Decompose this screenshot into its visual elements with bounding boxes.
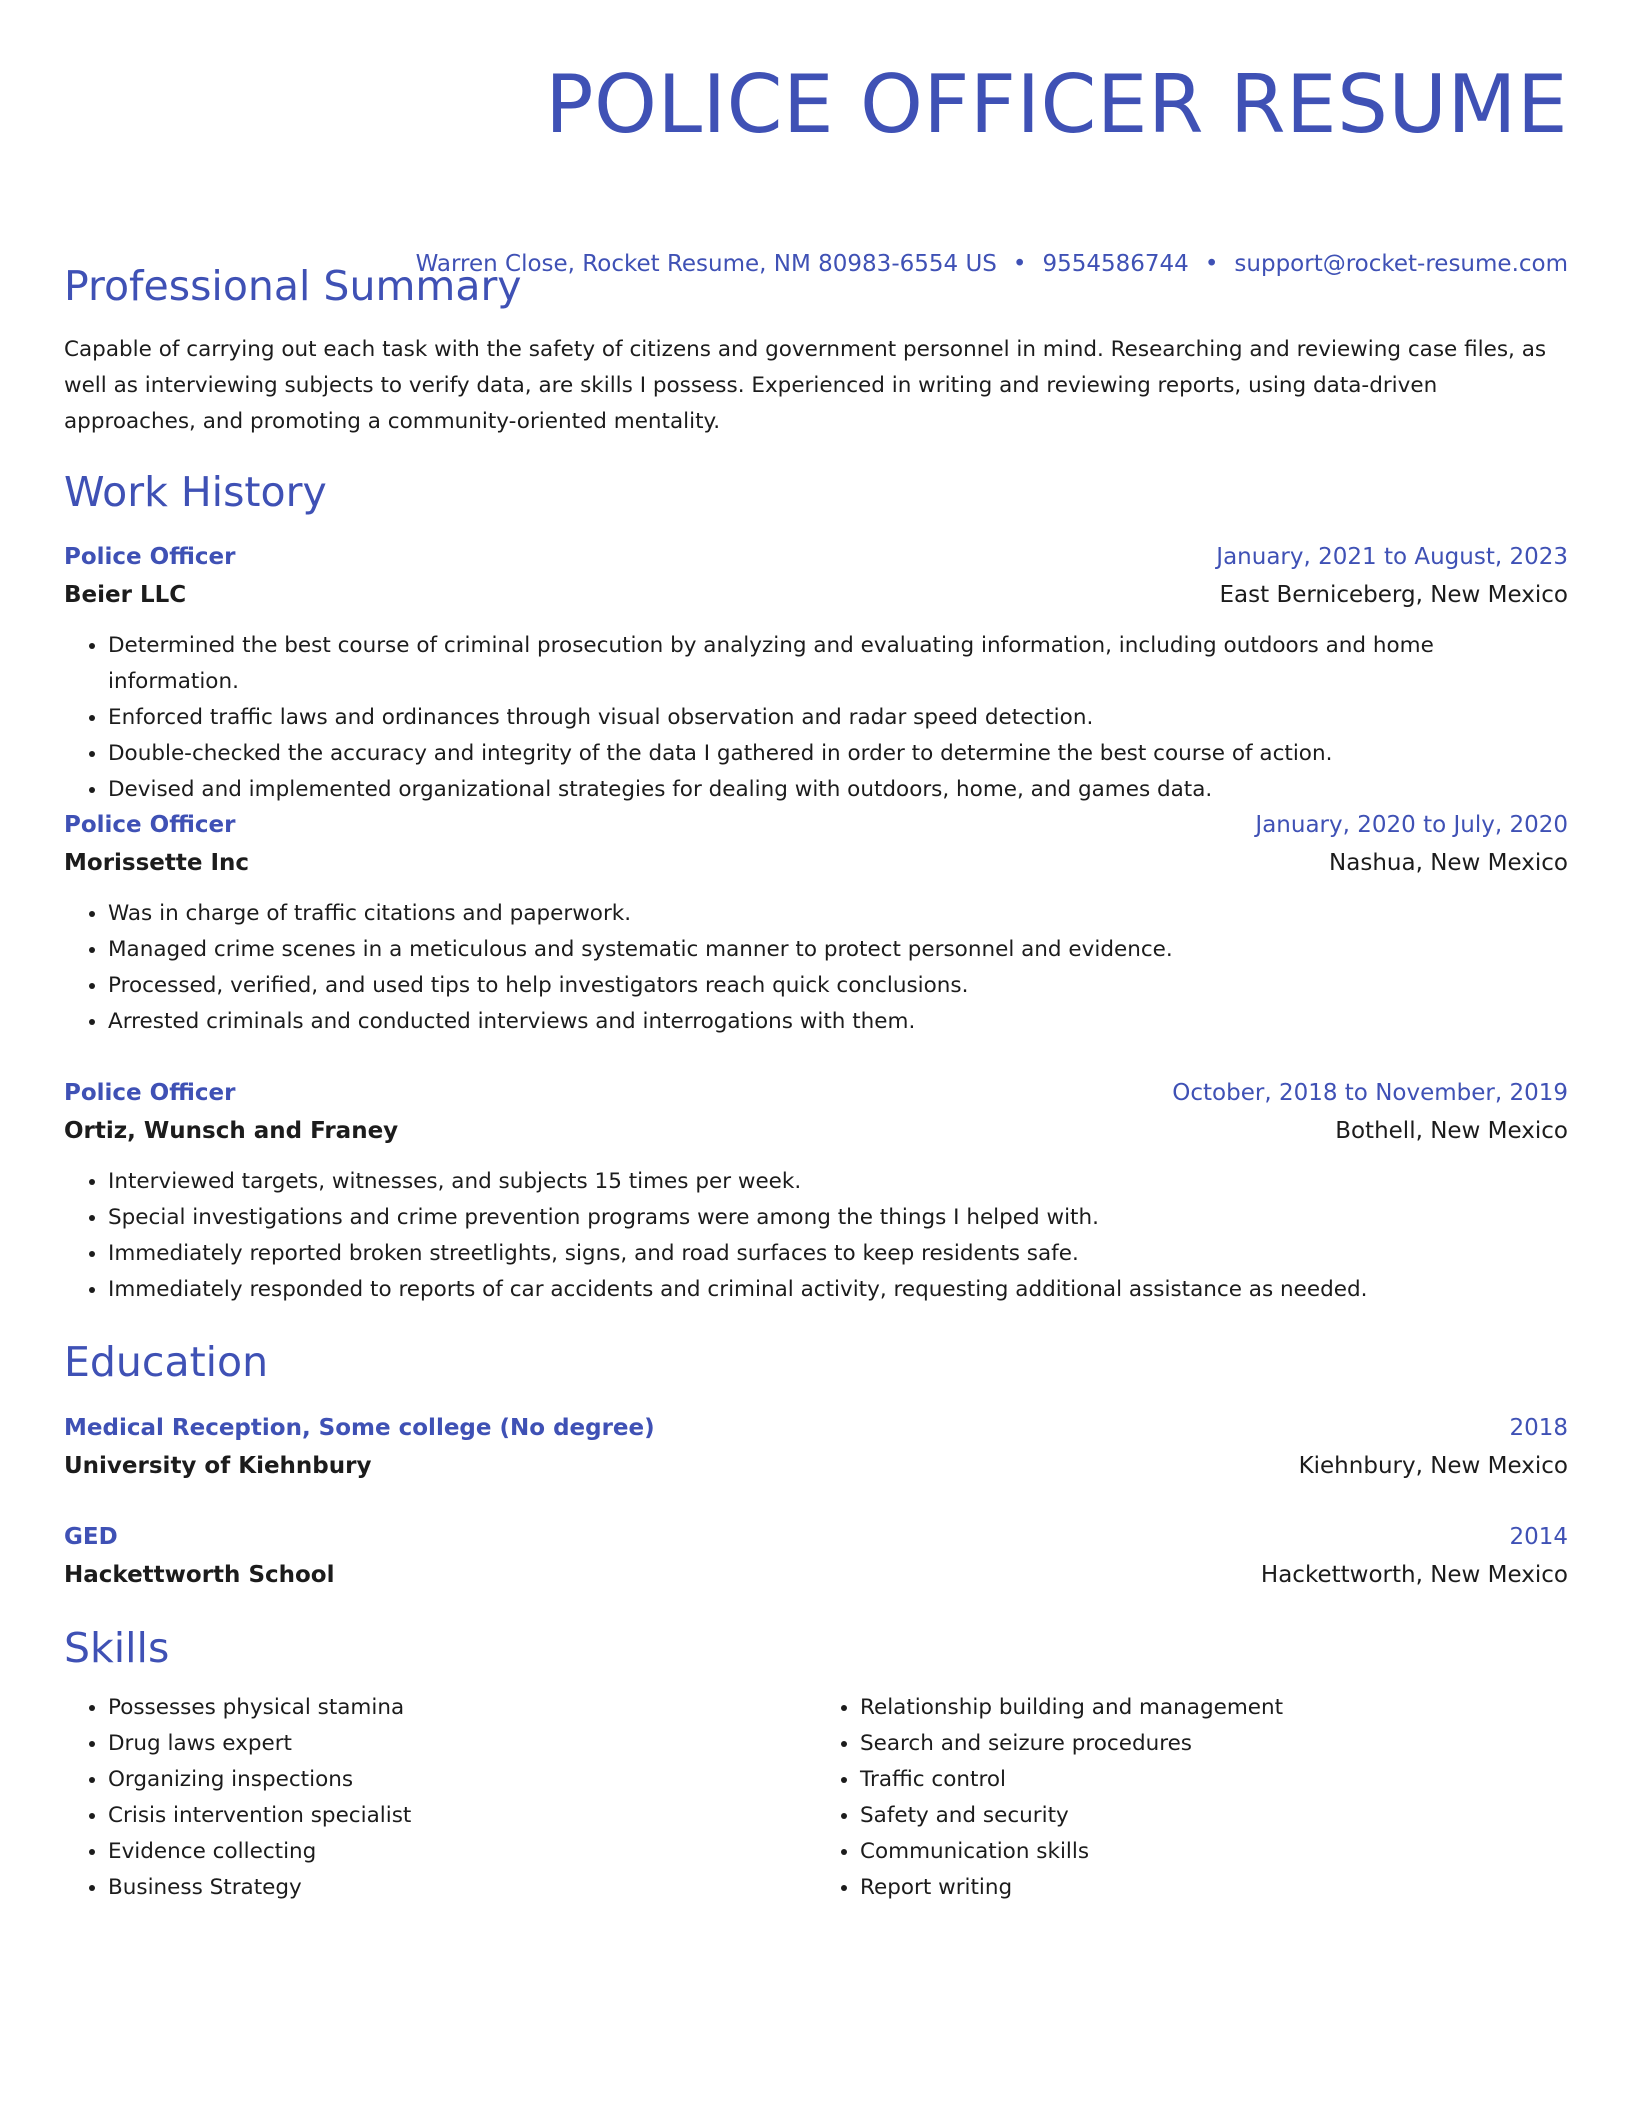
- education-entry: [64, 1409, 1568, 1485]
- contact-address: Warren Close, Rocket Resume, NM 80983-6554 US: [415, 251, 997, 277]
- list-item: • Business Strategy: [108, 1870, 816, 1906]
- contact-separator: •: [1012, 251, 1027, 277]
- list-item: • Search and seizure procedures: [860, 1726, 1568, 1762]
- list-item: • Was in charge of traffic citations and paperwork.: [108, 896, 1568, 932]
- list-item: • Report writing: [860, 1870, 1568, 1906]
- skills-column-right: [816, 1690, 1568, 1906]
- list-item: • Processed, verified, and used tips to help investigators reach quick conclusions.: [108, 968, 1568, 1004]
- job-role: Police Officer: [64, 1080, 236, 1106]
- list-item: • Drug laws expert: [108, 1726, 816, 1762]
- list-item: • Devised and implemented organizational strategies for dealing with outdoors, home, and games data.: [108, 772, 1568, 808]
- job-company: Ortiz, Wunsch and Franey: [64, 1118, 399, 1144]
- list-item: • Immediately responded to reports of car accidents and criminal activity, requesting additional assistance as needed.: [108, 1272, 1568, 1308]
- list-item: • Immediately reported broken streetlights, signs, and road surfaces to keep residents safe.: [108, 1236, 1568, 1272]
- resume-title: POLICE OFFICER RESUME: [545, 58, 1568, 151]
- contact-line: [416, 250, 1568, 278]
- job-entry: [64, 806, 1568, 1040]
- education-year: 2018: [1509, 1415, 1568, 1441]
- section-heading-education: Education: [64, 1338, 269, 1386]
- job-role: Police Officer: [64, 812, 236, 838]
- list-item: • Crisis intervention specialist: [108, 1798, 816, 1834]
- education-location: Kiehnbury, New Mexico: [1298, 1453, 1568, 1479]
- job-bullets: [64, 628, 1568, 808]
- section-heading-work-history: Work History: [64, 468, 327, 516]
- list-item: • Safety and security: [860, 1798, 1568, 1834]
- education-entry: [64, 1518, 1568, 1594]
- list-item: • Enforced traffic laws and ordinances through visual observation and radar speed detection.: [108, 700, 1568, 736]
- job-dates: January, 2021 to August, 2023: [1216, 544, 1568, 570]
- education-year: 2014: [1509, 1524, 1568, 1550]
- job-dates: January, 2020 to July, 2020: [1255, 812, 1568, 838]
- job-role: Police Officer: [64, 544, 236, 570]
- list-item: • Determined the best course of criminal prosecution by analyzing and evaluating information, including outdoors and home information.: [108, 628, 1568, 700]
- list-item: • Relationship building and management: [860, 1690, 1568, 1726]
- job-company: Morissette Inc: [64, 850, 250, 876]
- skills-list: [64, 1690, 1568, 1906]
- list-item: • Interviewed targets, witnesses, and subjects 15 times per week.: [108, 1164, 1568, 1200]
- list-item: • Managed crime scenes in a meticulous and systematic manner to protect personnel and evidence.: [108, 932, 1568, 968]
- contact-email: support@rocket-resume.com: [1234, 251, 1568, 277]
- list-item: • Evidence collecting: [108, 1834, 816, 1870]
- list-item: • Arrested criminals and conducted interviews and interrogations with them.: [108, 1004, 1568, 1040]
- job-entry: [64, 538, 1568, 808]
- list-item: • Possesses physical stamina: [108, 1690, 816, 1726]
- skills-column-left: [64, 1690, 816, 1906]
- section-heading-summary: Professional Summary: [64, 262, 522, 310]
- list-item: • Special investigations and crime prevention programs were among the things I helped with.: [108, 1200, 1568, 1236]
- job-entry: [64, 1074, 1568, 1308]
- list-item: • Traffic control: [860, 1762, 1568, 1798]
- education-degree: GED: [64, 1524, 118, 1550]
- contact-phone: 9554586744: [1042, 251, 1189, 277]
- education-degree: Medical Reception, Some college (No degree): [64, 1415, 655, 1441]
- job-location: East Berniceberg, New Mexico: [1219, 582, 1568, 608]
- education-school: Hackettworth School: [64, 1562, 335, 1588]
- contact-separator: •: [1204, 251, 1219, 277]
- job-bullets: [64, 1164, 1568, 1308]
- list-item: • Communication skills: [860, 1834, 1568, 1870]
- job-location: Bothell, New Mexico: [1335, 1118, 1568, 1144]
- list-item: • Organizing inspections: [108, 1762, 816, 1798]
- job-company: Beier LLC: [64, 582, 187, 608]
- job-location: Nashua, New Mexico: [1329, 850, 1568, 876]
- education-school: University of Kiehnbury: [64, 1453, 372, 1479]
- job-dates: October, 2018 to November, 2019: [1172, 1080, 1568, 1106]
- list-item: • Double-checked the accuracy and integrity of the data I gathered in order to determine the best course of action.: [108, 736, 1568, 772]
- education-location: Hackettworth, New Mexico: [1260, 1562, 1568, 1588]
- job-bullets: [64, 896, 1568, 1040]
- section-heading-skills: Skills: [64, 1624, 170, 1672]
- summary-text: Capable of carrying out each task with the safety of citizens and government personnel in mind. Researching and reviewing case files, as well as interviewing subjects to verify data, are skills I possess. Experienced in writing and reviewing reports, using data-driven approaches, and promoting a community-oriented mentality.: [64, 337, 1547, 434]
